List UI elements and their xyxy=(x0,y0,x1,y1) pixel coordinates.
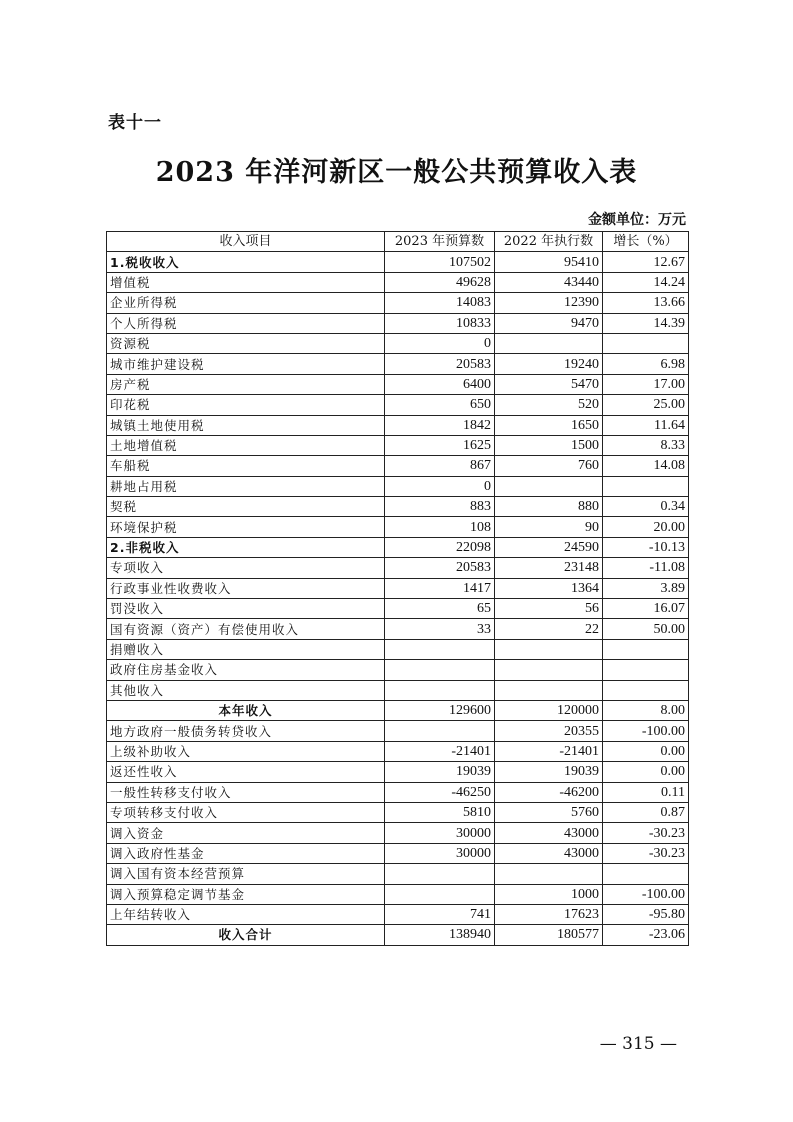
row-growth: 8.33 xyxy=(603,435,689,455)
table-body xyxy=(107,252,689,945)
table-row xyxy=(107,558,689,578)
table-row xyxy=(107,823,689,843)
row-item-name: 车船税 xyxy=(107,456,385,476)
page-title: 2023 年洋河新区一般公共预算收入表 xyxy=(155,157,638,188)
row-growth xyxy=(603,864,689,884)
row-item-name: 收入合计 xyxy=(107,925,385,945)
table-row xyxy=(107,925,689,945)
row-budget-2023: 10833 xyxy=(385,313,495,333)
header-budget-2023: 2023 年预算数 xyxy=(385,232,495,252)
row-item-name: 返还性收入 xyxy=(107,762,385,782)
row-growth xyxy=(603,660,689,680)
row-budget-2023 xyxy=(385,639,495,659)
row-executed-2022: 180577 xyxy=(495,925,603,945)
table-row xyxy=(107,843,689,863)
row-item-name: 其他收入 xyxy=(107,680,385,700)
row-growth: 12.67 xyxy=(603,252,689,272)
table-row xyxy=(107,578,689,598)
row-budget-2023: 49628 xyxy=(385,272,495,292)
row-executed-2022: 9470 xyxy=(495,313,603,333)
row-executed-2022 xyxy=(495,476,603,496)
row-item-name: 土地增值税 xyxy=(107,435,385,455)
row-item-name: 资源税 xyxy=(107,333,385,353)
row-growth: 20.00 xyxy=(603,517,689,537)
row-item-name: 增值税 xyxy=(107,272,385,292)
row-executed-2022: -21401 xyxy=(495,741,603,761)
row-budget-2023: 5810 xyxy=(385,802,495,822)
row-growth: -30.23 xyxy=(603,823,689,843)
row-executed-2022: -46200 xyxy=(495,782,603,802)
row-item-name: 城镇土地使用税 xyxy=(107,415,385,435)
row-executed-2022: 23148 xyxy=(495,558,603,578)
row-executed-2022: 56 xyxy=(495,599,603,619)
row-executed-2022: 880 xyxy=(495,497,603,517)
row-budget-2023: 6400 xyxy=(385,374,495,394)
row-item-name: 上级补助收入 xyxy=(107,741,385,761)
row-budget-2023: 867 xyxy=(385,456,495,476)
row-growth: 50.00 xyxy=(603,619,689,639)
table-row xyxy=(107,313,689,333)
row-item-name: 个人所得税 xyxy=(107,313,385,333)
row-budget-2023: 14083 xyxy=(385,293,495,313)
row-item-name: 罚没收入 xyxy=(107,599,385,619)
row-growth xyxy=(603,333,689,353)
row-growth: 0.00 xyxy=(603,741,689,761)
row-item-name: 专项转移支付收入 xyxy=(107,802,385,822)
row-growth: -30.23 xyxy=(603,843,689,863)
table-row xyxy=(107,476,689,496)
row-budget-2023: 108 xyxy=(385,517,495,537)
table-row xyxy=(107,293,689,313)
row-growth: -23.06 xyxy=(603,925,689,945)
row-budget-2023 xyxy=(385,680,495,700)
table-row xyxy=(107,721,689,741)
table-row xyxy=(107,864,689,884)
table-row xyxy=(107,782,689,802)
row-item-name: 地方政府一般债务转贷收入 xyxy=(107,721,385,741)
unit-note: 金额单位：万元 xyxy=(588,212,686,228)
row-budget-2023 xyxy=(385,864,495,884)
row-item-name: 契税 xyxy=(107,497,385,517)
row-budget-2023 xyxy=(385,721,495,741)
row-item-name: 调入资金 xyxy=(107,823,385,843)
row-growth xyxy=(603,639,689,659)
page-number: — 315 — xyxy=(599,1034,677,1054)
row-item-name: 耕地占用税 xyxy=(107,476,385,496)
row-executed-2022 xyxy=(495,639,603,659)
row-item-name: 印花税 xyxy=(107,395,385,415)
row-executed-2022: 20355 xyxy=(495,721,603,741)
table-row xyxy=(107,619,689,639)
row-executed-2022: 19240 xyxy=(495,354,603,374)
row-executed-2022: 24590 xyxy=(495,537,603,557)
row-growth: 0.00 xyxy=(603,762,689,782)
row-growth: -10.13 xyxy=(603,537,689,557)
row-executed-2022: 17623 xyxy=(495,904,603,924)
row-growth: 8.00 xyxy=(603,700,689,720)
row-budget-2023: 30000 xyxy=(385,823,495,843)
row-executed-2022: 520 xyxy=(495,395,603,415)
row-budget-2023: 22098 xyxy=(385,537,495,557)
row-item-name: 2.非税收入 xyxy=(107,537,385,557)
row-growth: -100.00 xyxy=(603,721,689,741)
row-growth: -100.00 xyxy=(603,884,689,904)
table-row xyxy=(107,762,689,782)
row-executed-2022 xyxy=(495,333,603,353)
row-executed-2022: 760 xyxy=(495,456,603,476)
row-growth: 17.00 xyxy=(603,374,689,394)
row-budget-2023: 30000 xyxy=(385,843,495,863)
table-row xyxy=(107,802,689,822)
row-executed-2022: 95410 xyxy=(495,252,603,272)
row-executed-2022: 5470 xyxy=(495,374,603,394)
row-item-name: 城市维护建设税 xyxy=(107,354,385,374)
row-budget-2023: 0 xyxy=(385,333,495,353)
row-budget-2023: 20583 xyxy=(385,558,495,578)
row-executed-2022: 5760 xyxy=(495,802,603,822)
table-row xyxy=(107,456,689,476)
row-budget-2023: 883 xyxy=(385,497,495,517)
row-budget-2023: 1842 xyxy=(385,415,495,435)
row-executed-2022: 1500 xyxy=(495,435,603,455)
row-budget-2023: -46250 xyxy=(385,782,495,802)
row-item-name: 政府住房基金收入 xyxy=(107,660,385,680)
row-item-name: 一般性转移支付收入 xyxy=(107,782,385,802)
row-executed-2022: 12390 xyxy=(495,293,603,313)
row-growth xyxy=(603,476,689,496)
row-growth: 25.00 xyxy=(603,395,689,415)
row-item-name: 1.税收收入 xyxy=(107,252,385,272)
table-row xyxy=(107,517,689,537)
row-budget-2023: 20583 xyxy=(385,354,495,374)
row-budget-2023: 1417 xyxy=(385,578,495,598)
table-row xyxy=(107,354,689,374)
row-budget-2023: 138940 xyxy=(385,925,495,945)
row-budget-2023: 65 xyxy=(385,599,495,619)
row-item-name: 国有资源（资产）有偿使用收入 xyxy=(107,619,385,639)
row-growth: 14.24 xyxy=(603,272,689,292)
row-growth: 11.64 xyxy=(603,415,689,435)
table-row xyxy=(107,333,689,353)
table-row xyxy=(107,537,689,557)
row-budget-2023 xyxy=(385,884,495,904)
table-row xyxy=(107,272,689,292)
row-item-name: 行政事业性收费收入 xyxy=(107,578,385,598)
row-executed-2022: 120000 xyxy=(495,700,603,720)
row-budget-2023: 650 xyxy=(385,395,495,415)
row-item-name: 调入预算稳定调节基金 xyxy=(107,884,385,904)
table-row xyxy=(107,741,689,761)
row-executed-2022: 1650 xyxy=(495,415,603,435)
row-item-name: 上年结转收入 xyxy=(107,904,385,924)
row-budget-2023 xyxy=(385,660,495,680)
row-budget-2023: 33 xyxy=(385,619,495,639)
row-growth: 3.89 xyxy=(603,578,689,598)
row-budget-2023: 19039 xyxy=(385,762,495,782)
table-row xyxy=(107,680,689,700)
row-budget-2023: 0 xyxy=(385,476,495,496)
row-budget-2023: 741 xyxy=(385,904,495,924)
row-growth: 16.07 xyxy=(603,599,689,619)
table-header-row xyxy=(107,232,689,252)
row-item-name: 专项收入 xyxy=(107,558,385,578)
row-growth: 0.34 xyxy=(603,497,689,517)
row-executed-2022: 19039 xyxy=(495,762,603,782)
row-budget-2023: 107502 xyxy=(385,252,495,272)
row-growth: 14.39 xyxy=(603,313,689,333)
row-growth: 14.08 xyxy=(603,456,689,476)
row-executed-2022: 43000 xyxy=(495,843,603,863)
row-executed-2022: 1364 xyxy=(495,578,603,598)
table-row xyxy=(107,700,689,720)
table-row xyxy=(107,639,689,659)
row-growth: 13.66 xyxy=(603,293,689,313)
table-row xyxy=(107,415,689,435)
table-row xyxy=(107,884,689,904)
row-growth: 0.87 xyxy=(603,802,689,822)
row-growth: -11.08 xyxy=(603,558,689,578)
table-row xyxy=(107,497,689,517)
table-row xyxy=(107,599,689,619)
table-row xyxy=(107,660,689,680)
header-item: 收入项目 xyxy=(107,232,385,252)
revenue-table xyxy=(106,231,689,946)
row-growth xyxy=(603,680,689,700)
row-executed-2022: 1000 xyxy=(495,884,603,904)
row-growth: -95.80 xyxy=(603,904,689,924)
row-item-name: 捐赠收入 xyxy=(107,639,385,659)
row-item-name: 本年收入 xyxy=(107,700,385,720)
row-executed-2022: 43000 xyxy=(495,823,603,843)
row-budget-2023: 129600 xyxy=(385,700,495,720)
row-budget-2023: 1625 xyxy=(385,435,495,455)
table-row xyxy=(107,904,689,924)
row-item-name: 企业所得税 xyxy=(107,293,385,313)
table-row xyxy=(107,374,689,394)
row-executed-2022 xyxy=(495,864,603,884)
row-executed-2022: 90 xyxy=(495,517,603,537)
row-budget-2023: -21401 xyxy=(385,741,495,761)
row-growth: 0.11 xyxy=(603,782,689,802)
table-label: 表十一 xyxy=(108,113,162,133)
row-growth: 6.98 xyxy=(603,354,689,374)
header-executed-2022: 2022 年执行数 xyxy=(495,232,603,252)
row-executed-2022 xyxy=(495,680,603,700)
row-item-name: 环境保护税 xyxy=(107,517,385,537)
row-executed-2022: 43440 xyxy=(495,272,603,292)
row-item-name: 调入国有资本经营预算 xyxy=(107,864,385,884)
row-executed-2022: 22 xyxy=(495,619,603,639)
row-item-name: 房产税 xyxy=(107,374,385,394)
row-executed-2022 xyxy=(495,660,603,680)
table-row xyxy=(107,435,689,455)
header-growth: 增长（%） xyxy=(603,232,689,252)
table-row xyxy=(107,252,689,272)
table-row xyxy=(107,395,689,415)
row-item-name: 调入政府性基金 xyxy=(107,843,385,863)
